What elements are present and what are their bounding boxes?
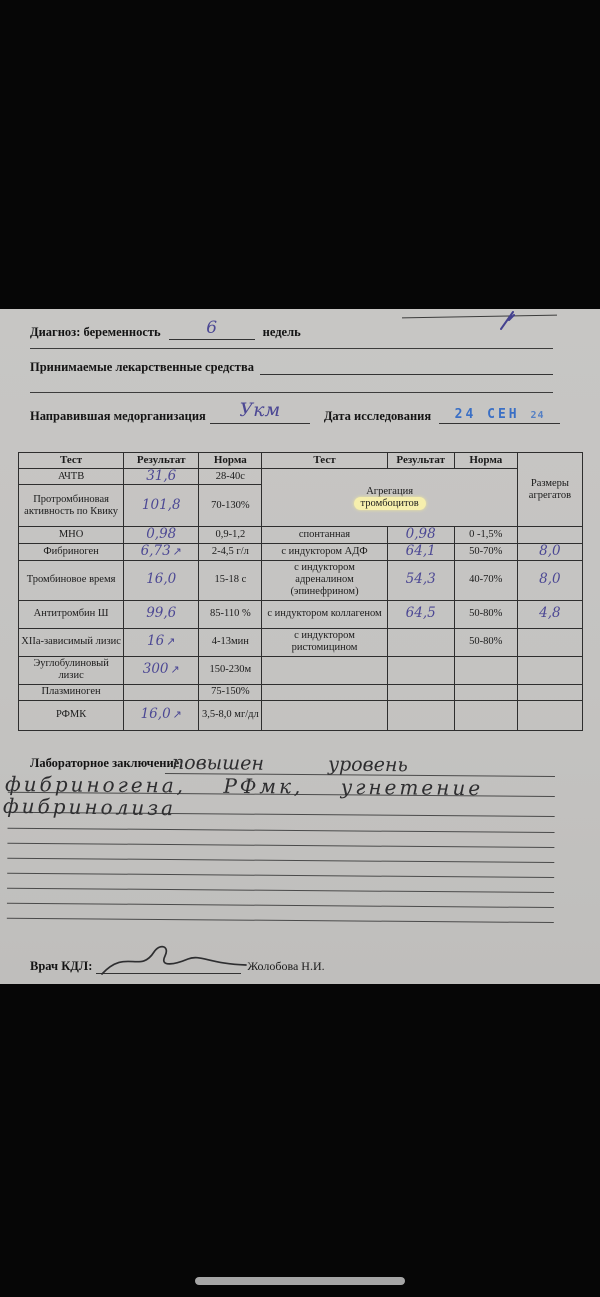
cell-empty [387, 700, 454, 730]
cell-norm: 75-150% [199, 684, 262, 700]
conclusion-handwriting-line1: повышен уровень [171, 751, 408, 777]
lab-report-sheet [0, 309, 600, 984]
organization-blank [210, 399, 310, 424]
ruled-line [7, 858, 554, 863]
page-edge-line [402, 315, 557, 319]
table-row [19, 684, 583, 700]
aggregation-cell [262, 469, 517, 527]
table-row [19, 469, 583, 485]
cell-empty [517, 656, 582, 684]
cell-empty [387, 684, 454, 700]
cell-result: 0,98 [124, 527, 199, 543]
diagnosis-blank [169, 319, 255, 340]
table-row [19, 600, 583, 628]
cell-result: 54,3 [387, 560, 454, 600]
cell-test: Антитромбин Ш [19, 600, 124, 628]
cell-result: 16,0 [124, 560, 199, 600]
diagnosis-row [30, 319, 301, 340]
home-indicator[interactable] [195, 1277, 405, 1285]
cell-test: Фибриноген [19, 543, 124, 560]
cell-test: АЧТВ [19, 469, 124, 485]
aggregation-title: Агрегация [366, 485, 414, 497]
cell-size: 8,0 [517, 543, 582, 560]
doctor-label: Врач КДЛ: [30, 959, 93, 973]
medications-label: Принимаемые лекарственные средства [30, 360, 254, 374]
cell-norm: 3,5-8,0 мг/дл [199, 700, 262, 730]
aggregation-highlighted-word: тромбоцитов [354, 497, 426, 510]
cell-size [517, 628, 582, 656]
cell-size: 8,0 [517, 560, 582, 600]
date-stamp: 24 СЕН 24 [454, 407, 545, 422]
cell-norm: 70-130% [199, 485, 262, 527]
cell-norm: 0,9-1,2 [199, 527, 262, 543]
cell-empty [454, 656, 517, 684]
cell-norm: 28-40с [199, 469, 262, 485]
cell-result: 64,1 [387, 543, 454, 560]
doctor-signature-row [30, 939, 325, 974]
cell-result: 99,6 [124, 600, 199, 628]
up-arrow-mark: ↗ [172, 709, 182, 722]
results-table [18, 452, 583, 731]
ruled-line [7, 843, 554, 848]
blank-line [30, 348, 553, 349]
ruled-line [8, 828, 555, 833]
organization-row [30, 399, 560, 424]
organization-handwritten-value: Укм [239, 399, 281, 421]
cell-norm: 4-13мин [199, 628, 262, 656]
cell-test: XIIа-зависимый лизис [19, 628, 124, 656]
cell-empty [454, 700, 517, 730]
cell-norm: 50-80% [454, 628, 517, 656]
lab-conclusion-section [0, 750, 600, 945]
table-row [19, 700, 583, 730]
cell-result: 0,98 [387, 527, 454, 543]
document-photo[interactable] [0, 309, 600, 984]
cell-norm: 150-230м [199, 656, 262, 684]
diagnosis-handwritten-value: 6 [206, 318, 218, 338]
cell-test: МНО [19, 527, 124, 543]
table-row [19, 527, 583, 543]
cell-test: Протромбиновая активность по Квику [19, 485, 124, 527]
table-row [19, 560, 583, 600]
cell-test: спонтанная [262, 527, 387, 543]
header-result-right: Результат [387, 453, 454, 469]
conclusion-handwriting-line2: фибриногена, РФмк, угнетение [4, 771, 484, 801]
signature-icon [98, 940, 248, 980]
study-date-label: Дата исследования [323, 409, 432, 423]
ruled-line [7, 918, 554, 923]
medications-blank [260, 359, 553, 375]
cell-empty [454, 684, 517, 700]
cell-test: Тромбиновое время [19, 560, 124, 600]
cell-result [124, 684, 199, 700]
cell-norm: 50-70% [454, 543, 517, 560]
cell-empty [517, 700, 582, 730]
cell-test: с индуктором коллагеном [262, 600, 387, 628]
cell-result: 101,8 [124, 485, 199, 527]
cell-norm: 85-110 % [199, 600, 262, 628]
header-aggregate-sizes: Размеры агрегатов [517, 453, 582, 527]
cell-norm: 50-80% [454, 600, 517, 628]
blank-line [30, 392, 553, 393]
cell-empty [387, 656, 454, 684]
cell-result [387, 628, 454, 656]
cell-result: 6,73 ↗ [124, 543, 199, 560]
cell-norm: 40-70% [454, 560, 517, 600]
header-result-left: Результат [124, 453, 199, 469]
diagnosis-label: Диагноз: беременность [30, 325, 161, 339]
ruled-line [7, 903, 554, 908]
signature-line [96, 939, 241, 974]
ruled-line [7, 873, 554, 878]
up-arrow-mark: ↗ [170, 664, 180, 677]
header-test-left: Тест [19, 453, 124, 469]
lab-conclusion-label: Лабораторное заключение: [30, 756, 184, 770]
date-stamp-year: 24 [530, 410, 545, 421]
cell-test: с индуктором АДФ [262, 543, 387, 560]
cell-test: с индуктором адреналином (эпинефрином) [262, 560, 387, 600]
up-arrow-mark: ↗ [166, 636, 176, 649]
diagnosis-suffix: недель [262, 325, 301, 339]
header-norm-left: Норма [199, 453, 262, 469]
cell-empty [262, 656, 387, 684]
conclusion-handwriting-line3: фибринолиза [2, 793, 177, 821]
cell-test: Плазминоген [19, 684, 124, 700]
organization-label: Направившая медорганизация [30, 409, 206, 423]
study-date-blank [439, 405, 560, 424]
ruled-line [7, 888, 554, 893]
cell-norm: 2-4,5 г/л [199, 543, 262, 560]
cell-test: РФМК [19, 700, 124, 730]
table-header-row [19, 453, 583, 469]
pen-mark-icon [497, 309, 523, 331]
cell-result: 300 ↗ [124, 656, 199, 684]
table-row [19, 656, 583, 684]
cell-norm: 0 -1,5% [454, 527, 517, 543]
cell-result: 64,5 [387, 600, 454, 628]
table-row [19, 628, 583, 656]
cell-result: 31,6 [124, 469, 199, 485]
cell-result: 16 ↗ [124, 628, 199, 656]
table-row [19, 543, 583, 560]
up-arrow-mark: ↗ [172, 545, 182, 558]
cell-size [517, 527, 582, 543]
cell-norm: 15-18 с [199, 560, 262, 600]
cell-empty [262, 684, 387, 700]
doctor-name: Жолобова Н.И. [247, 959, 325, 973]
cell-empty [517, 684, 582, 700]
cell-test: Эуглобулиновый лизис [19, 656, 124, 684]
cell-test: с индуктором ристомицином [262, 628, 387, 656]
cell-empty [262, 700, 387, 730]
cell-result: 16,0 ↗ [124, 700, 199, 730]
cell-size: 4,8 [517, 600, 582, 628]
header-norm-right: Норма [454, 453, 517, 469]
header-test-right: Тест [262, 453, 387, 469]
medications-row [30, 359, 553, 375]
